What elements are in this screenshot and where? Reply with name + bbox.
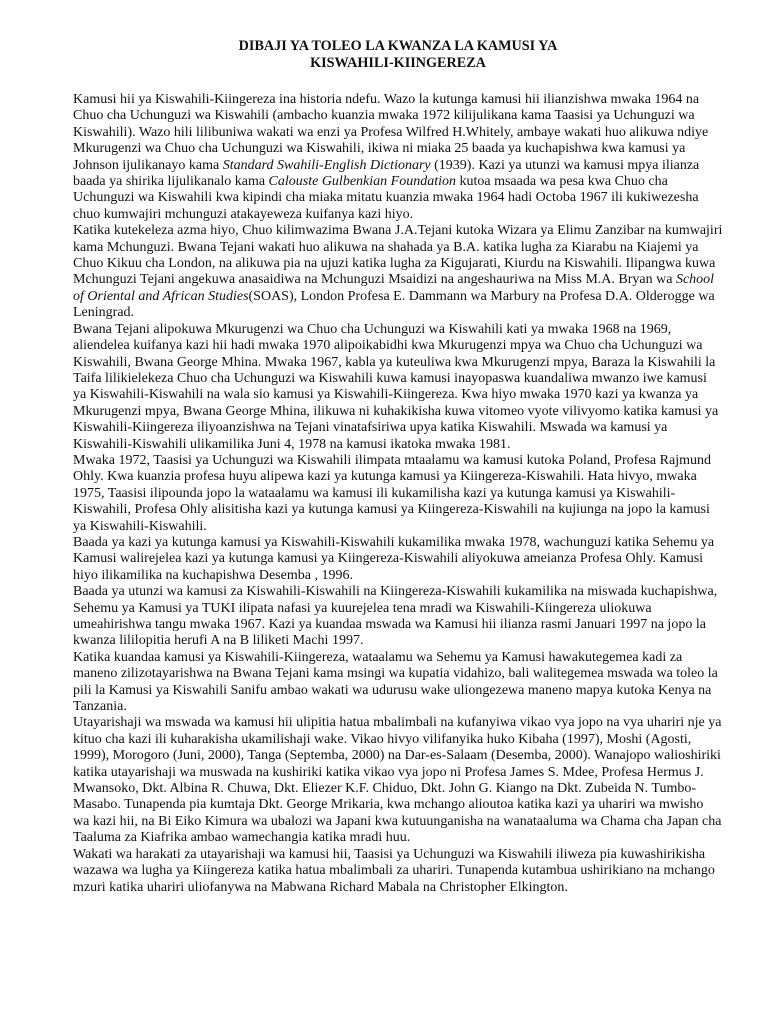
paragraph <box>73 223 723 321</box>
paragraph <box>73 847 723 896</box>
paragraph-text: Baada ya utunzi wa kamusi za Kiswahili-Kiswahili na Kiingereza-Kiswahili kukamilika na miswada kuchapishwa, Sehemu ya Kamusi ya TUKI ilipata nafasi ya kuurejelea tena mradi wa Kiswahili-Kiingereza uliokuwa umeahirishwa tangu mwaka 1967. Kazi ya kuandaa mswada wa Kamusi hii ilianza rasmi Januari 1997 na jopo la kwanza lililopitia herufi A na B liliketi Machi 1997. <box>73 584 718 649</box>
paragraph <box>73 535 723 584</box>
paragraph-text: Wakati wa harakati za utayarishaji wa kamusi hii, Taasisi ya Uchunguzi wa Kiswahili iliweza pia kuwashirikisha wazawa wa lugha ya Kiingereza katika hatua mbalimbali za uhariri. Tunapenda kutambua ushirikiano na mchango mzuri katika uhariri uliofanywa na Mabwana Richard Mabala na Christopher Elkington. <box>73 846 715 895</box>
paragraph-text: kutoa msaada wa pesa kwa Chuo cha Uchunguzi wa Kiswahili kwa kipindi cha miaka mitatu kuanzia mwaka 1964 hadi Octoba 1967 ili kukiwezesha chuo kumwajiri mchunguzi atakayeweza kuifanya kazi hiyo. <box>73 174 699 222</box>
document-title <box>73 38 723 72</box>
paragraph <box>73 650 723 716</box>
paragraph-text: Mwaka 1972, Taasisi ya Uchunguzi wa Kiswahili ilimpata mtaalamu wa kamusi kutoka Poland, Profesa Rajmund Ohly. Kwa kuanzia profesa huyu alipewa kazi ya kutunga kamusi ya Kiingereza-Kiswahili. Hata hivyo, mwaka 1975, Taasisi ilipounda jopo la wataalamu wa kamusi ili kukamilisha kazi ya kutunga kamusi ya Kiswahili-Kiswahili, Profesa Ohly alisitisha kazi ya kutunga kamusi ya Kiingereza-Kiswahili na kujiunga na jopo la kamusi ya Kiswahili-Kiswahili. <box>73 452 711 534</box>
paragraph <box>73 92 723 223</box>
paragraph-text: Utayarishaji wa mswada wa kamusi hii ulipitia hatua mbalimbali na kufanyiwa vikao vya jopo na vya uhariri nje ya kituo cha kazi ili kuharakisha ukamilishaji wake. Vikao hivyo vilifanyika huko Kibaha (1997), Moshi (Agosti, 1999), Morogoro (Juni, 2000), Tanga (Septemba, 2000) na Dar-es-Salaam (Desemba, 2000). Wanajopo walioshiriki katika utayarishaji wa muswada na kushiriki katika vikao vya jopo ni Profesa James S. Mdee, Profesa Hermus J. Mwansoko, Dkt. Albina R. Chuwa, Dkt. Eliezer K.F. Chiduo, Dkt. John G. Kiango na Dkt. Zubeida N. Tumbo-Masabo. Tunapenda pia kumtaja Dkt. George Mrikaria, kwa mchango alioutoa katika kazi ya uhariri wa mwisho wa kazi hii, na Bi Eiko Kimura wa ubalozi wa Japani kwa kutuunganisha na wanataaluma wa Chama cha Japan cha Taaluma za Kiafrika ambao wamechangia katika mradi huu. <box>73 715 722 846</box>
paragraph-text: (1939). Kazi ya utunzi wa kamusi mpya ilianza baada ya shirika lijulikanalo kama <box>73 157 700 190</box>
italic-title: Calouste Gulbenkian Foundation <box>268 174 456 190</box>
paragraph-text: Katika kutekeleza azma hiyo, Chuo kilimwazima Bwana J.A.Tejani kutoka Wizara ya Elimu Zanzibar na kumwajiri kama Mchunguzi. Bwana Tejani wakati huo alikuwa na shahada ya B.A. katika lugha za Kiarabu na Kiajemi ya Chuo Kikuu cha London, na alikuwa pia na ujuzi katika lugha za Kigujarati, Kiurdu na Kiswahili. Ilipangwa kuwa Mchunguzi Tejani angekuwa anasaidiwa na Mchunguzi Msaidizi na angeshauriwa na Miss M.A. Bryan wa <box>73 223 723 288</box>
paragraph-text: Bwana Tejani alipokuwa Mkurugenzi wa Chuo cha Uchunguzi wa Kiswahili kati ya mwaka 1968 na 1969, aliendelea kuifanya kazi hii hadi mwaka 1970 alipoikabidhi kwa Mkurugenzi mpya wa Chuo cha Uchunguzi wa Kiswahili, Bwana George Mhina. Mwaka 1967, kabla ya kuteuliwa kwa Mkurugenzi mpya, Baraza la Kiswahili la Taifa lilikielekeza Chuo cha Uchunguzi wa Kiswahili kuwa kamusi inayopaswa kuandaliwa mwanzo iwe kamusi ya Kiswahili-Kiswahili na wala sio kamusi ya Kiswahili-Kiingereza. Kwa hiyo mwaka 1970 kazi ya kwanza ya Mkurugenzi mpya, Bwana George Mhina, ilikuwa ni kuhakikisha kuwa vitomeo vyote vilivyomo katika kamusi ya Kiswahili-Kiingereza iliyoanzishwa na Tejani vinatafsiriwa upya katika Kiswahili. Mswada wa kamusi ya Kiswahili-Kiswahili ulikamilika Juni 4, 1978 na kamusi ikatoka mwaka 1981. <box>73 321 719 452</box>
title-line-2: KISWAHILI-KIINGEREZA <box>310 55 486 71</box>
paragraph <box>73 715 723 846</box>
italic-title: School of Oriental and African Studies <box>73 272 715 304</box>
document-body <box>73 92 723 896</box>
paragraph-text: Kamusi hii ya Kiswahili-Kiingereza ina historia ndefu. Wazo la kutunga kamusi hii ilianzishwa mwaka 1964 na Chuo cha Uchunguzi wa Kiswahili (ambacho kuanzia mwaka 1972 kilijulikana kama Taasisi ya Uchunguzi wa Kiswahili). Wazo hili lilibuniwa wakati wa enzi ya Profesa Wilfred H.Whitely, ambaye wakati huo alikuwa ndiye Mkurugenzi wa Chuo cha Uchunguzi wa Kiswahili, ikiwa ni miaka 25 baada ya kuchapishwa kwa kamusi ya Johnson ijulikanayo kama <box>73 92 709 173</box>
document-page <box>73 32 723 896</box>
title-line-1: DIBAJI YA TOLEO LA KWANZA LA KAMUSI YA <box>238 38 558 54</box>
paragraph <box>73 584 723 650</box>
paragraph <box>73 453 723 535</box>
paragraph <box>73 322 723 453</box>
paragraph-text: Baada ya kazi ya kutunga kamusi ya Kiswahili-Kiswahili kukamilika mwaka 1978, wachunguzi katika Sehemu ya Kamusi walirejelea kazi ya kutunga kamusi ya Kiingereza-Kiswahili aliyokuwa ameianza Profesa Ohly. Kamusi hiyo ilikamilika na kuchapishwa Desemba , 1996. <box>73 534 715 583</box>
paragraph-text: (SOAS), London Profesa E. Dammann wa Marbury na Profesa D.A. Olderogge wa Leningrad. <box>73 288 715 321</box>
paragraph-text: Katika kuandaa kamusi ya Kiswahili-Kiingereza, wataalamu wa Sehemu ya Kamusi hawakutegemea kadi za maneno zilizotayarishwa na Bwana Tejani kama msingi wa kupatia vidahizo, bali walitegemea mswada wa toleo la pili la Kamusi ya Kiswahili Sanifu ambao wakati wa udurusu wake uliongezewa maneno mapya kutoka Kenya na Tanzania. <box>73 649 718 715</box>
italic-title: Standard Swahili-English Dictionary <box>222 157 431 173</box>
